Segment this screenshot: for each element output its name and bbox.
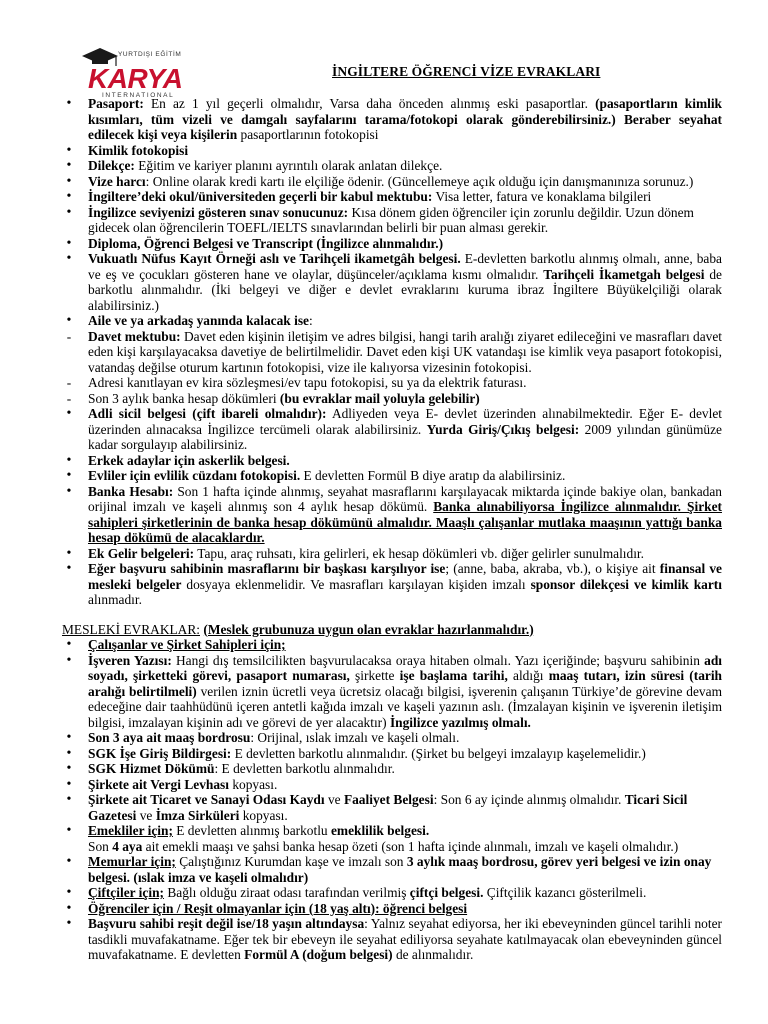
list-item-text: Son 3 aya ait maaş bordrosu: Orijinal, ıslak imzalı ve kaşeli olmalı. [88, 730, 460, 745]
list-item-text: Şirkete ait Ticaret ve Sanayi Odası Kaydı ve Faaliyet Belgesi: Son 6 ay içinde alınmış olmalıdır. Ticari Sicil Gazetesi ve İmza Sirküleri kopyası. [88, 792, 688, 823]
list-item [62, 546, 722, 562]
bullet-icon: • [66, 251, 72, 266]
karya-logo [80, 42, 210, 100]
list-item-text: Son 3 aylık banka hesap dökümleri (bu evraklar mail yoluyla gelebilir) [88, 390, 480, 406]
requirements-list [62, 96, 722, 963]
list-item-text: Adresi kanıtlayan ev kira sözleşmesi/ev tapu fotokopisi, su ya da elektrik faturası. [88, 375, 527, 390]
list-item-text: SGK İşe Giriş Bildirgesi: E devletten barkotlu alınmalıdır. (Şirket bu belgeyi imzalayıp kaşelemelidir.) [88, 745, 646, 761]
list-item [62, 189, 722, 205]
bullet-icon: • [66, 561, 72, 576]
bullet-icon: • [66, 823, 72, 838]
dash-marker: - [66, 375, 72, 390]
list-item [62, 854, 722, 885]
dash-marker: - [66, 328, 72, 344]
list-item [62, 174, 722, 190]
bullet-icon: • [66, 854, 72, 869]
list-item [62, 637, 722, 653]
list-item-text: Ek Gelir belgeleri: Tapu, araç ruhsatı, kira gelirleri, ek hesap dökümleri vb. diğer gelirler sunulmalıdır. [88, 545, 644, 561]
list-item-text: Dilekçe: Eğitim ve kariyer planını ayrıntılı olarak anlatan dilekçe. [88, 158, 443, 173]
list-item-text: Başvuru sahibi reşit değil ise/18 yaşın altındaysa: Yalnız seyahat ediyorsa, her iki ebeveyninden güncel tarihli noter tasdikli muvafakatname. Eğer tek bir ebeveyn ile seyahat ediliyorsa seyahate katılmayacak olan ebeveyninden güncel muvafakatname. E devletten Formül A (doğum belgesi) de alınmalıdır. [88, 916, 722, 962]
bullet-icon: • [66, 545, 72, 561]
list-item [62, 746, 722, 762]
list-item [62, 205, 722, 236]
list-item [62, 236, 722, 252]
list-item [62, 375, 722, 391]
bullet-icon: • [66, 637, 72, 652]
bullet-icon: • [66, 745, 72, 761]
list-item-text: Evliler için evlilik cüzdanı fotokopisi. E devletten Formül B diye aratıp da alabilirsiniz. [88, 468, 566, 483]
list-item [62, 823, 722, 854]
bullet-icon: • [66, 204, 72, 220]
bullet-icon: • [66, 730, 72, 745]
list-item [62, 653, 722, 731]
list-item [62, 313, 722, 329]
list-item [62, 391, 722, 407]
list-item-text: Şirkete ait Vergi Levhası kopyası. [88, 776, 278, 792]
list-item-text: Öğrenciler için / Reşit olmayanlar için (18 yaş altı): öğrenci belgesi [88, 900, 468, 916]
bullet-icon: • [66, 142, 72, 158]
list-item-text: Memurlar için; Çalıştığınız Kurumdan kaşe ve imzalı son 3 aylık maaş bordrosu, görev yeri belgesi ve izin onay belgesi. (ıslak imza ve kaşeli olmalıdır) [88, 854, 712, 885]
list-item [62, 777, 722, 793]
list-item-text: Vize harcı: Online olarak kredi kartı ile elçiliğe ödenir. (Güncellemeye açık olduğu için danışmanınıza sorunuz.) [88, 173, 694, 189]
list-item-text: Aile ve ya arkadaş yanında kalacak ise: [88, 313, 313, 328]
list-item [62, 158, 722, 174]
bullet-icon: • [66, 900, 72, 916]
bullet-icon: • [66, 761, 72, 776]
bullet-icon: • [66, 96, 72, 111]
list-item-text: Adli sicil belgesi (çift ibareli olmalıdır): Adliyeden veya E- devlet üzerinden alınabilmektedir. Eğer E- devlet üzerinden alınacaksa İngilizce tercümeli olarak alabilirsiniz. Yurda Giriş/Çıkış belgesi: 2009 yılından günümüze kadar sorgulayıp alabilirsiniz. [88, 406, 722, 452]
list-item-text: Vukuatlı Nüfus Kayıt Örneği aslı ve Tarihçeli ikametgâh belgesi. E-devletten barkotlu alınmış olmalı, anne, baba ve eş ve çocukları gösteren hane ve olaylar, düşünceler/açıklama kısmı olmalıdır. Tarihçeli İkametgah belgesi de barkotlu alınmalıdır. (İki belgeyi ve diğer e devlet evraklarını kuruma ibraz İngiltere Büyükelçiliği olarak alabilirsiniz.) [88, 251, 722, 313]
bullet-icon: • [66, 406, 72, 421]
bullet-icon: • [66, 189, 72, 204]
list-item [62, 730, 722, 746]
bullet-icon: • [66, 452, 72, 468]
section-gap [62, 608, 722, 622]
list-item-text: İngilizce seviyenizi gösteren sınav sonucunuz: Kısa dönem giden öğrenciler için zorunlu değildir. Uzun dönem gidecek olan öğrencilerin TOEFL/IELTS sınavlarından belirli bir puan alması gerekir. [88, 204, 694, 235]
list-item [62, 251, 722, 313]
bullet-icon: • [66, 652, 72, 668]
list-item-text: İngiltere’deki okul/üniversiteden geçerli bir kabul mektubu: Visa letter, fatura ve konaklama bilgileri [88, 189, 652, 204]
bullet-icon: • [66, 468, 72, 483]
list-item-text: Pasaport: En az 1 yıl geçerli olmalıdır, Varsa daha önceden alınmış eski pasaportlar. (pasaportların kimlik kısımları, tüm vizeli ve damgalı sayfalarını tarama/fotokopi olarak gönderebilirsiniz.) Beraber seyahat edilecek kişi veya kişilerin pasaportlarının fotokopisi [88, 96, 722, 142]
svg-text:INTERNATIONAL: INTERNATIONAL [102, 92, 175, 99]
list-item [62, 484, 722, 546]
section-heading [62, 622, 722, 638]
bullet-icon: • [66, 313, 72, 328]
list-item-text: Erkek adaylar için askerlik belgesi. [88, 452, 290, 468]
list-item [62, 885, 722, 901]
list-item [62, 792, 722, 823]
bullet-icon: • [66, 235, 72, 251]
list-item-text: Diploma, Öğrenci Belgesi ve Transcript (İngilizce alınmalıdır.) [88, 235, 444, 251]
list-item-text: Emekliler için; E devletten alınmış barkotlu emeklilik belgesi. Son 4 aya ait emekli maaşı ve şahsi banka hesap özeti (son 1 hafta içinde alınmalı, imzalı ve kaşeli olmalıdır.) [88, 823, 679, 854]
list-item [62, 406, 722, 453]
list-item-text: Çalışanlar ve Şirket Sahipleri için; [88, 637, 286, 652]
list-item [62, 468, 722, 484]
bullet-icon: • [66, 792, 72, 807]
bullet-icon: • [66, 885, 72, 900]
list-item [62, 761, 722, 777]
list-item-text: Eğer başvuru sahibinin masraflarını bir başkası karşılıyor ise; (anne, baba, akraba, vb.), o kişiye ait finansal ve mesleki belgeler dosyaya eklenmelidir. Ve masrafları karşılayan kişiden imzalı sponsor dilekçesi ve kimlik kartı alınmadır. [88, 561, 722, 607]
svg-text:KARYA: KARYA [88, 63, 183, 94]
list-item [62, 329, 722, 376]
bullet-icon: • [66, 916, 72, 931]
bullet-icon: • [66, 173, 72, 189]
list-item [62, 143, 722, 159]
list-item [62, 561, 722, 608]
list-item [62, 96, 722, 143]
list-item-text: MESLEKİ EVRAKLAR: (Meslek grubunuza uygun olan evraklar hazırlanmalıdır.) [62, 621, 534, 637]
svg-text:YURTDIŞI EĞİTİM: YURTDIŞI EĞİTİM [118, 51, 182, 58]
list-item-text: Kimlik fotokopisi [88, 142, 189, 158]
list-item [62, 916, 722, 963]
bullet-icon: • [66, 776, 72, 792]
list-item-text: Banka Hesabı: Son 1 hafta içinde alınmış, seyahat masraflarını karşılayacak miktarda içinde bakiye olan, bankadan orijinal imzalı ve kaşeli alınmış son 4 aylık hesap dökümü. Banka alınabiliyorsa İngilizce alınmalıdır. Şirket sahipleri şirketlerinin de banka hesap dökümünü almalıdır. Maaşlı çalışanlar mutlaka maaşının yattığı banka hesap dökümü de alacaklardır. [88, 483, 722, 545]
page-title: İNGİLTERE ÖĞRENCİ VİZE EVRAKLARI [332, 64, 601, 79]
list-item-text: Davet mektubu: Davet eden kişinin iletişim ve adres bilgisi, hangi tarih aralığı ziyaret edileceğini ve masrafları davet eden kişi karşılayacaksa davetiye de belirtilmelidir. Davet eden kişi UK vatandaşı ise kimlik veya pasaport fotokopisi, vatandaş değilse oturum kartının fotokopisi, vize ile kalıyorsa vizesinin fotokopisi. [88, 328, 723, 375]
bullet-icon: • [66, 483, 72, 499]
list-item-text: Çiftçiler için; Bağlı olduğu ziraat odası tarafından verilmiş çiftçi belgesi. Çiftçilik kazancı gösterilmeli. [88, 885, 647, 900]
list-item [62, 901, 722, 917]
dash-marker: - [66, 390, 72, 406]
bullet-icon: • [66, 158, 72, 173]
list-item-text: İşveren Yazısı: Hangi dış temsilcilikten başvurulacaksa oraya hitaben olmalı. Yazı içeriğinde; başvuru sahibinin adı soyadı, şirketteki görevi, pasaport numarası, şirkette işe başlama tarihi, aldığı maaş tutarı, izin süresi (tarih aralığı belirtilmeli) verilen iznin ücretli veya ücretsiz olacağı bilgisi, işverenin çalışanın Türkiye’de görevine devam edeceğine dair taahhüdünü içeren antetli kağıda imzalı ve kaşeli yazının aslı. (İmzalayan kişinin ve işverenin iletişim bilgisi, imzalayan kişinin adı ve görevi de yer alacaktır) İngilizce yazılmış olmalı. [88, 652, 723, 730]
list-item-text: SGK Hizmet Dökümü: E devletten barkotlu alınmalıdır. [88, 761, 395, 776]
list-item [62, 453, 722, 469]
